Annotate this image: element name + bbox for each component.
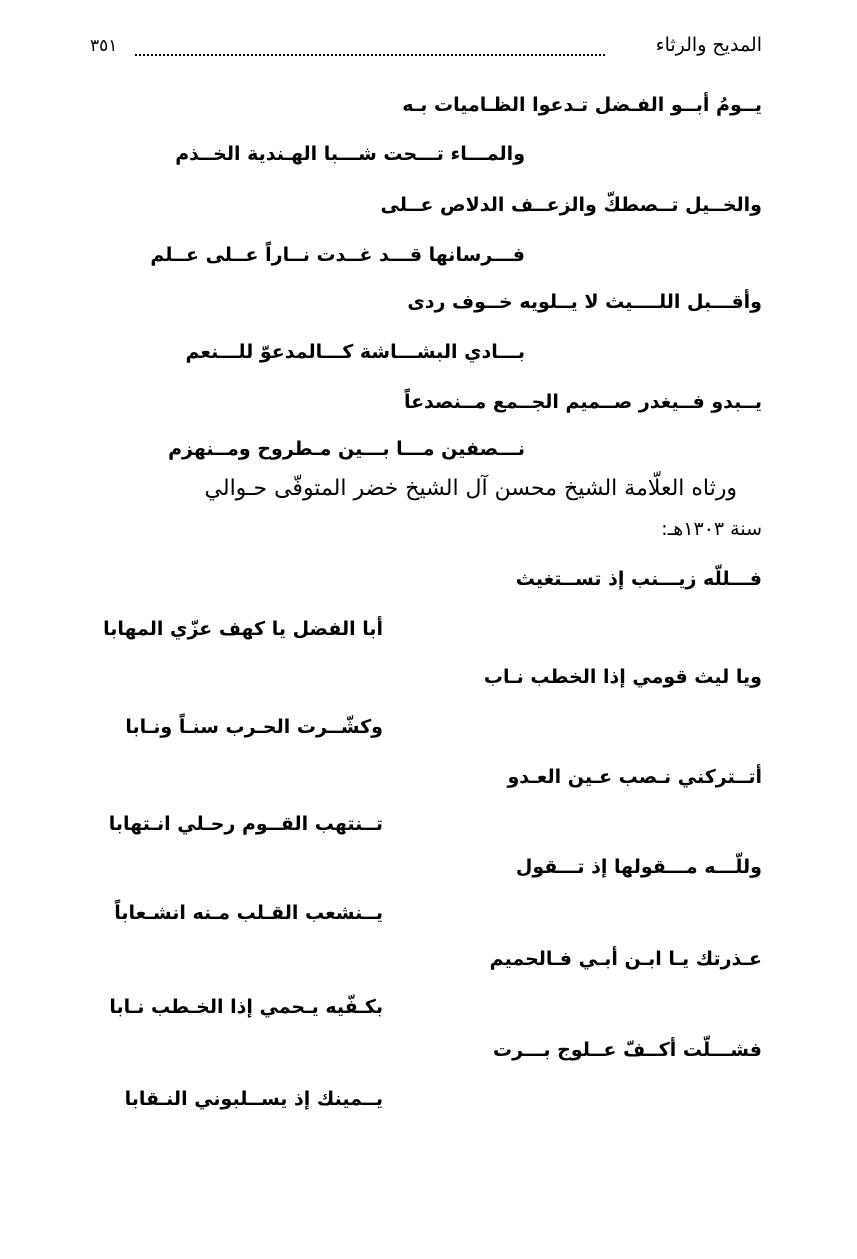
- verse-line: يــبدو فــيغدر صــميم الجــمع مــنصدعاً: [403, 391, 762, 413]
- verse-line: تــنتهب القــوم رحـلي انـتهابا: [108, 813, 383, 835]
- verse-line: يــمينك إذ يســلبوني النـقابا: [124, 1088, 383, 1110]
- verse-line: وأقـــبل اللــــيث لا يــلويه خــوف ردى: [407, 291, 762, 313]
- verse-line: ويا ليث قومي إذا الخطب نـاب: [483, 666, 762, 688]
- verse-line: يــنشعب القـلب مـنه انشـعاباً: [114, 902, 383, 924]
- verse-line: فـــللّه زيـــنب إذ تســتغيث: [515, 568, 762, 590]
- running-header: المديح والرثاء: [655, 34, 762, 56]
- verse-line: وللّـــه مـــقولها إذ تـــقول: [515, 856, 762, 878]
- verse-line: عـذرتك يـا ابـن أبـي فـالحميم: [489, 948, 762, 970]
- verse-line: بـــادي البشـــاشة كـــالمدعوّ للـــنعم: [185, 341, 525, 363]
- prose-line: ورثاه العلّامة الشيخ محسن آل الشيخ خضر المتوفّى حـوالي: [204, 476, 737, 501]
- verse-line: وكشّــرت الحـرب سنـاً ونـابا: [125, 716, 383, 738]
- verse-line: فـــرسانها قـــد غــدت نــاراً عــلى عــلم: [150, 244, 525, 266]
- page-number: ٣٥١: [90, 36, 118, 56]
- verse-line: نـــصفين مـــا بـــين مـطروح ومــنهزم: [168, 438, 525, 460]
- verse-line: فشـــلّت أكــفّ عــلوج بـــرت: [492, 1039, 762, 1061]
- verse-line: أبا الفضل يا كهف عزّي المهابا: [103, 618, 383, 640]
- verse-line: بكـفّيه يـحمي إذا الخـطب نـابا: [109, 996, 383, 1018]
- verse-line: والمـــاء تـــحت شـــبا الهـندية الخــذم: [175, 143, 525, 165]
- verse-line: أتــتركني نـصب عـين العـدو: [507, 766, 762, 788]
- verse-line: والخــيل تــصطكّ والزعــف الدلاص عــلى: [380, 194, 762, 216]
- verse-line: يــومُ أبــو الفـضل تـدعوا الظـاميات بـه: [402, 94, 762, 116]
- prose-line: سنة ١٣٠٣هـ:: [661, 518, 762, 540]
- header-leader-dots: [135, 34, 605, 56]
